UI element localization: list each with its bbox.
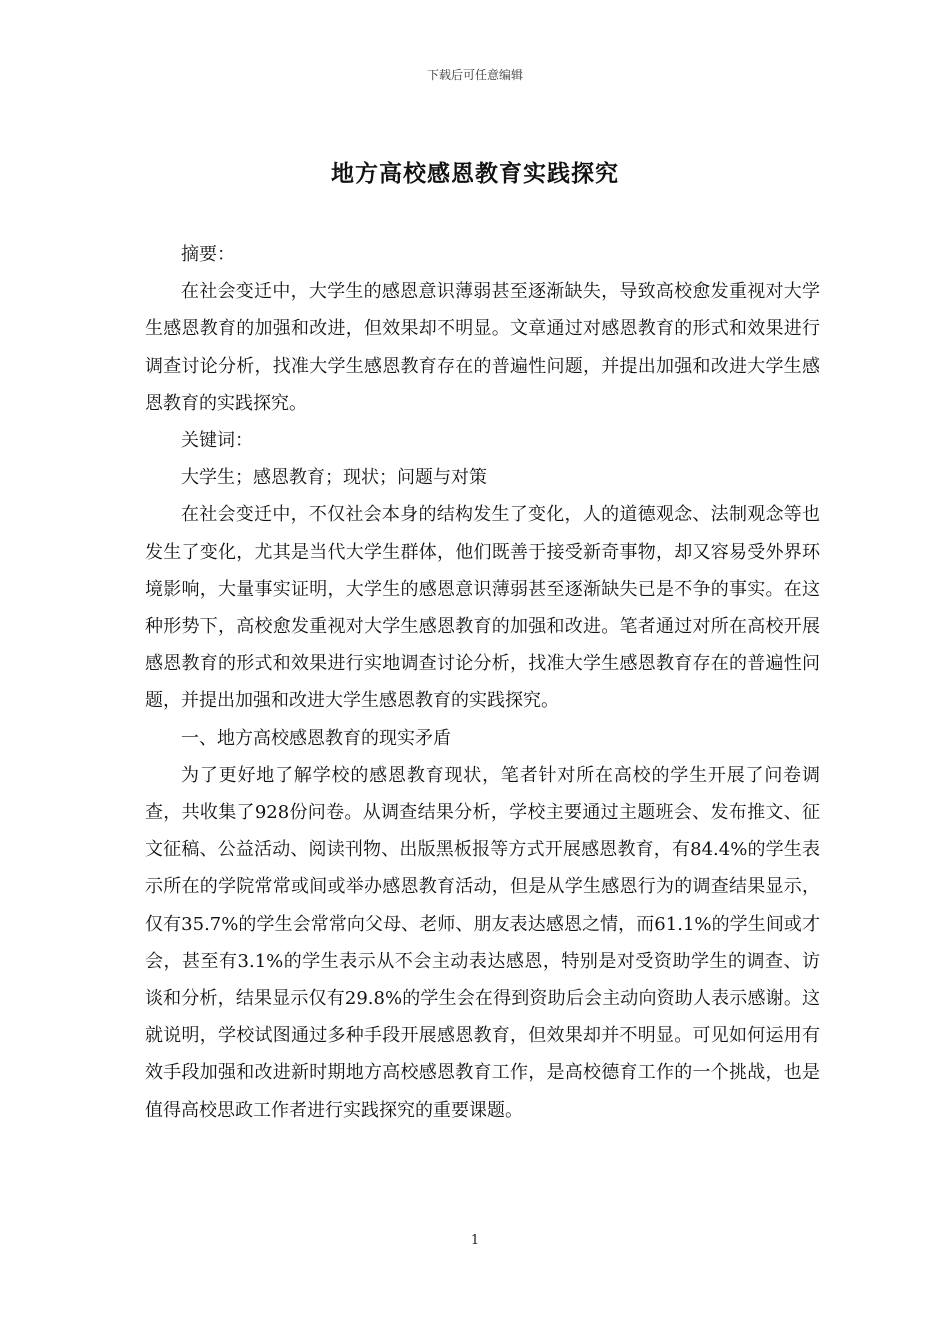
section-heading: 一、地方高校感恩教育的现实矛盾 bbox=[181, 727, 451, 749]
section-paragraph: 为了更好地了解学校的感恩教育现状，笔者针对所在高校的学生开展了问卷调查，共收集了928份问卷。从调查结果分析，学校主要通过主题班会、发布推文、征文征稿、公益活动、阅读刊物、出版黑板报等方式开展感恩教育，有84.4%的学生表示所在的学院常常或间或举办感恩教育活动，但是从学生感恩行为的调查结果显示，仅有35.7%的学生会常常向父母、老师、朋友表达感恩之情，而61.1%的学生间或才会，甚至有3.1%的学生表示从不会主动表达感恩，特别是对受资助学生的调查、访谈和分析，结果显示仅有29.8%的学生会在得到资助后会主动向资助人表示感谢。这就说明，学校试图通过多种手段开展感恩教育，但效果却并不明显。可见如何运用有效手段加强和改进新时期地方高校感恩教育工作，是高校德育工作的一个挑战，也是值得高校思政工作者进行实践探究的重要课题。 bbox=[145, 764, 820, 1121]
document-body bbox=[145, 236, 820, 1129]
intro-paragraph: 在社会变迁中，不仅社会本身的结构发生了变化，人的道德观念、法制观念等也发生了变化，尤其是当代大学生群体，他们既善于接受新奇事物，却又容易受外界环境影响，大量事实证明，大学生的感恩意识薄弱甚至逐渐缺失已是不争的事实。在这种形势下，高校愈发重视对大学生感恩教育的加强和改进。笔者通过对所在高校开展感恩教育的形式和效果进行实地调查讨论分析，找准大学生感恩教育存在的普遍性问题，并提出加强和改进大学生感恩教育的实践探究。 bbox=[145, 504, 820, 712]
header-note: 下载后可任意编辑 bbox=[426, 68, 523, 82]
document-title: 地方高校感恩教育实践探究 bbox=[331, 160, 619, 187]
abstract-text: 在社会变迁中，大学生的感恩意识薄弱甚至逐渐缺失，导致高校愈发重视对大学生感恩教育的加强和改进，但效果却不明显。文章通过对感恩教育的形式和效果进行调查讨论分析，找准大学生感恩教育存在的普遍性问题，并提出加强和改进大学生感恩教育的实践探究。 bbox=[145, 281, 820, 414]
keywords-label: 关键词： bbox=[181, 430, 253, 452]
keywords-text: 大学生；感恩教育；现状；问题与对策 bbox=[181, 467, 487, 489]
abstract-label: 摘要： bbox=[181, 244, 235, 265]
page-number: 1 bbox=[470, 1233, 480, 1248]
